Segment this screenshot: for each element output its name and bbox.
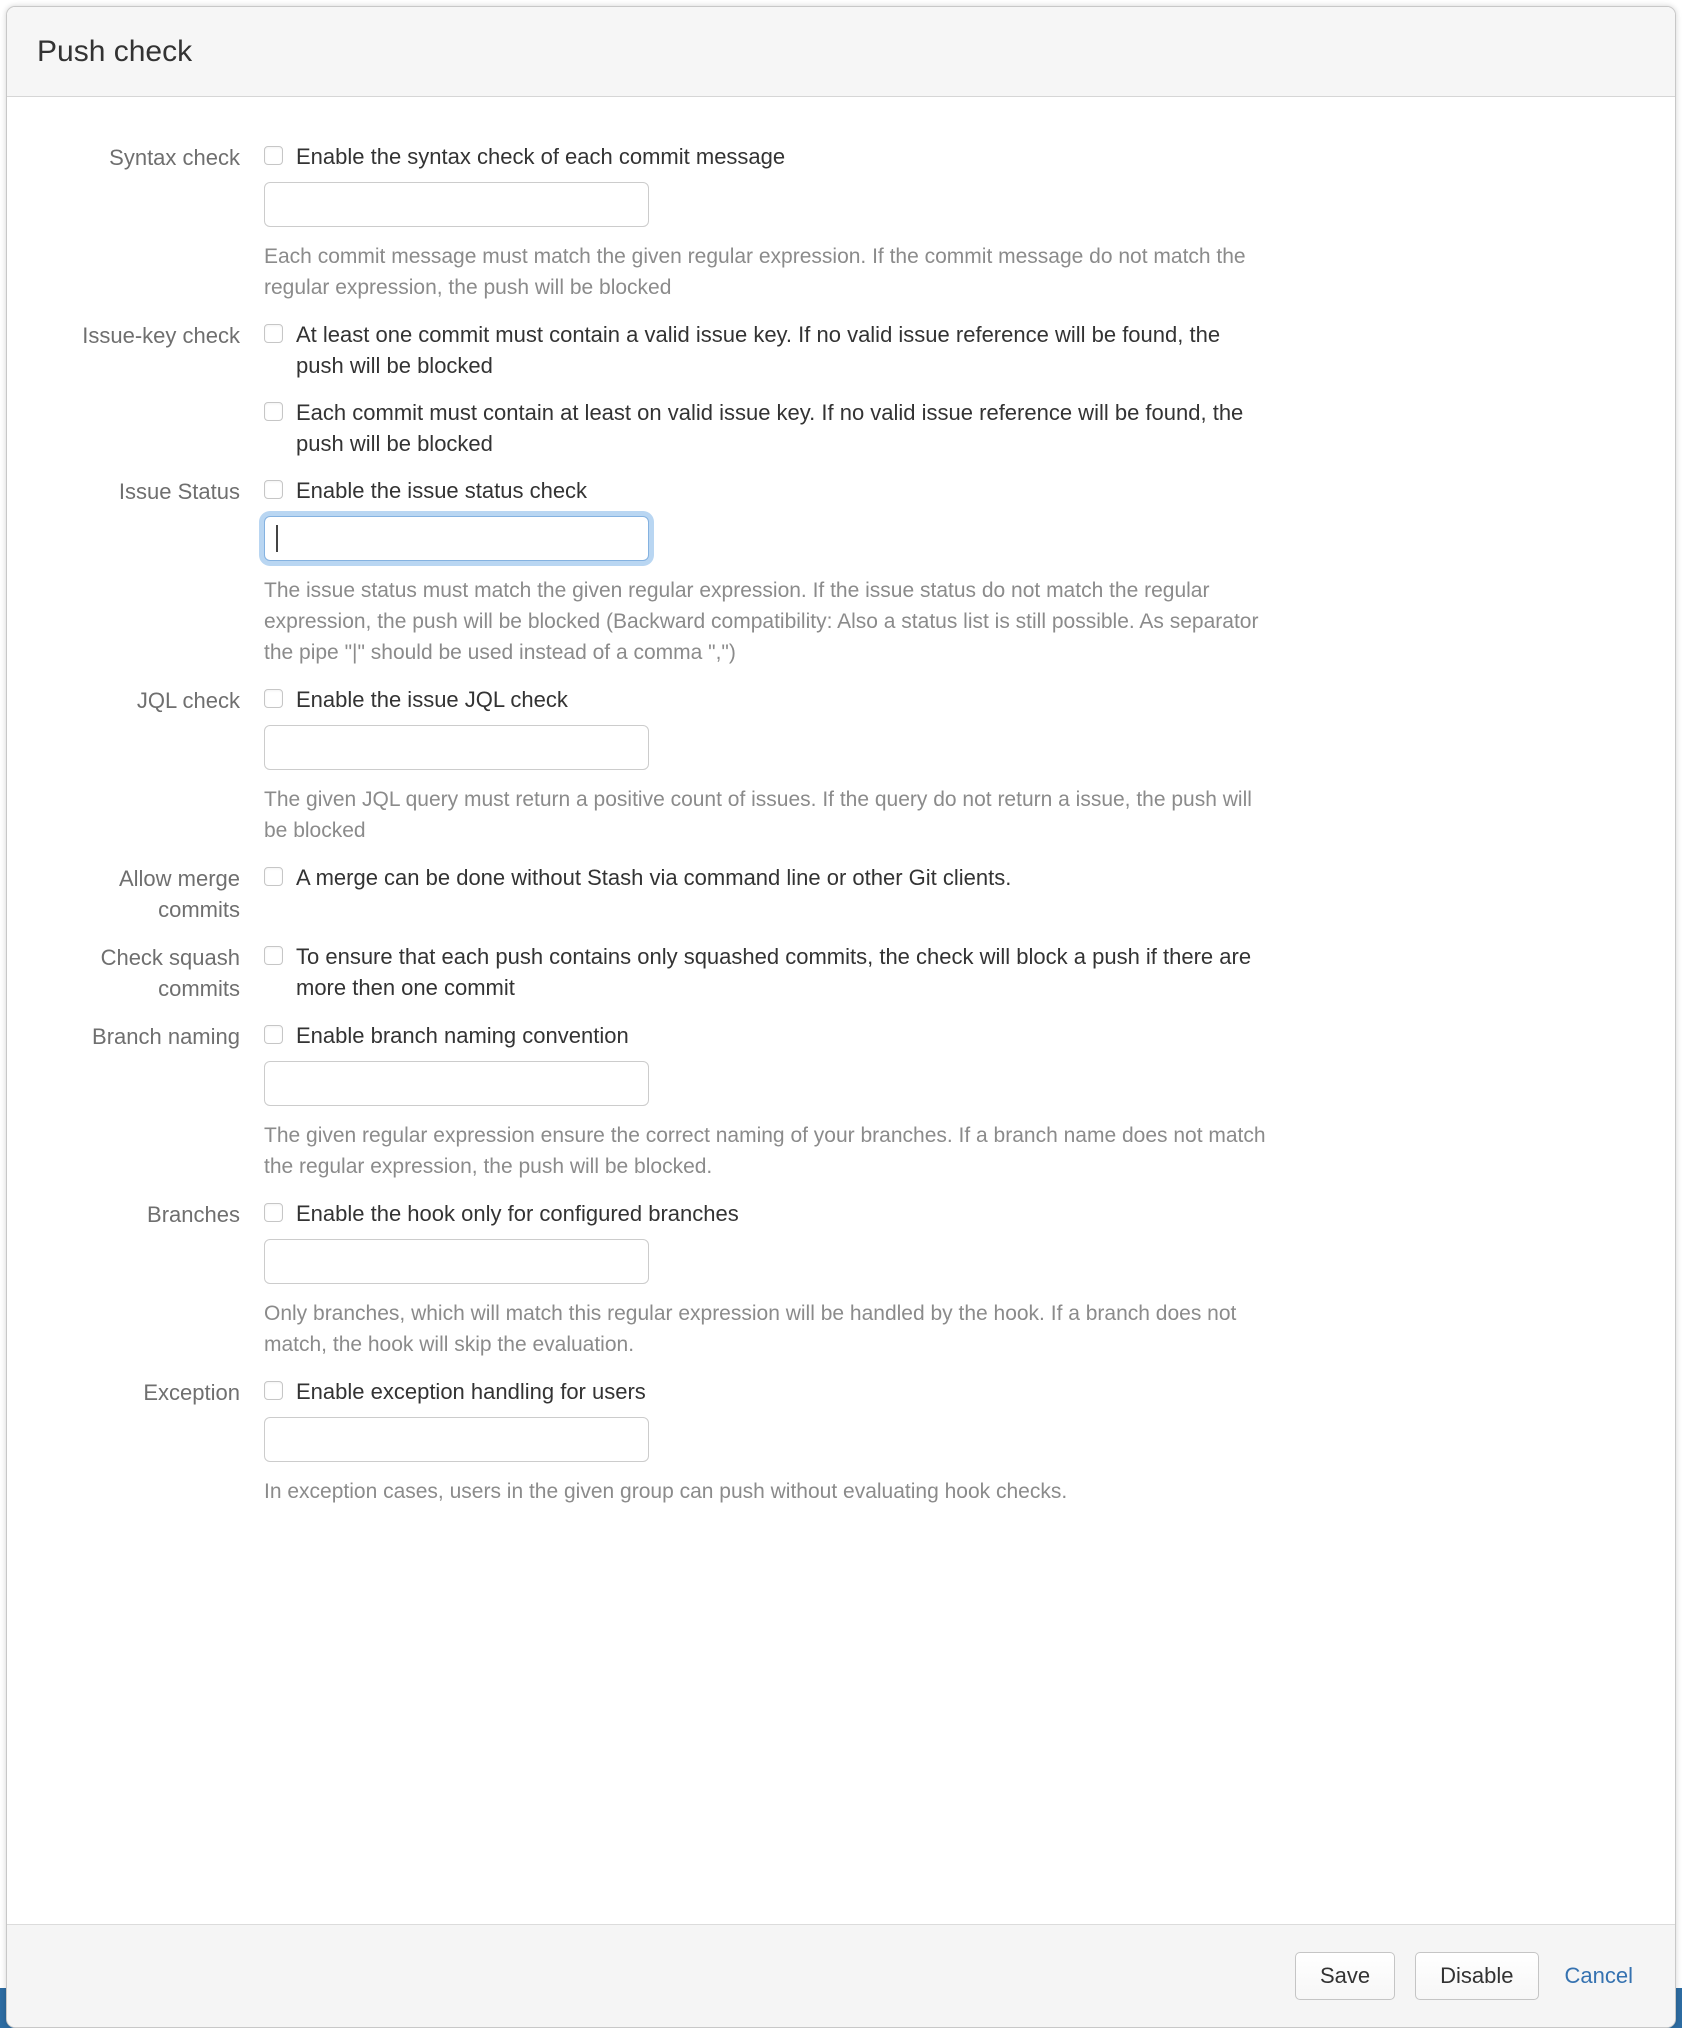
branches-description: Only branches, which will match this regular expression will be handled by the hook. If a branch does not match, the hook will skip the evaluation. — [264, 1302, 1237, 1356]
field-label-allow-merge-commits: Allow merge commits — [118, 866, 240, 922]
text-cursor — [276, 525, 278, 552]
jql-query-input[interactable] — [264, 725, 649, 770]
field-label-issue-status: Issue Status — [118, 479, 240, 504]
field-label-syntax-check: Syntax check — [109, 145, 240, 170]
branch-naming-checkbox-label[interactable]: Enable branch naming convention — [296, 1023, 629, 1048]
push-check-dialog — [6, 6, 1676, 2028]
syntax-regex-input[interactable] — [264, 182, 649, 227]
issue-status-description: The issue status must match the given regular expression. If the issue status do not match the regular expression, the push will be blocked (Backward compatibility: Also a status list is still possible. As separator the pipe "|" should be used instead of a comma ",") — [264, 579, 1259, 664]
form-row-syntax-check — [7, 141, 1675, 303]
branches-content — [264, 1198, 1675, 1360]
form-row-branch-naming — [7, 1020, 1675, 1182]
branch-naming-content — [264, 1020, 1675, 1182]
issue-status-checkbox[interactable] — [264, 480, 283, 499]
form-row-branches — [7, 1198, 1675, 1360]
branches-check-line — [264, 1198, 1675, 1229]
issue-status-content — [264, 475, 1675, 668]
cancel-link[interactable]: Cancel — [1564, 1963, 1633, 1988]
issue-key-each-commit-checkbox[interactable] — [264, 402, 283, 421]
issue-key-check-line-2 — [264, 397, 1675, 459]
field-label-issue-key-check: Issue-key check — [82, 323, 240, 348]
issue-status-checkbox-label[interactable]: Enable the issue status check — [296, 478, 588, 503]
branch-naming-checkbox[interactable] — [264, 1025, 283, 1044]
allow-merge-commits-checkbox[interactable] — [264, 867, 283, 886]
field-label-exception: Exception — [143, 1380, 240, 1405]
disable-button[interactable]: Disable — [1415, 1952, 1538, 2000]
allow-merge-commits-checkbox-label[interactable]: A merge can be done without Stash via command line or other Git clients. — [296, 865, 1012, 890]
branch-naming-description: The given regular expression ensure the correct naming of your branches. If a branch name does not match the regular expression, the push will be blocked. — [264, 1124, 1266, 1178]
form-row-issue-status — [7, 475, 1675, 668]
exception-checkbox-label[interactable]: Enable exception handling for users — [296, 1379, 646, 1404]
branches-checkbox[interactable] — [264, 1203, 283, 1222]
branches-regex-input[interactable] — [264, 1239, 649, 1284]
jql-check-content — [264, 684, 1675, 846]
branch-naming-regex-input[interactable] — [264, 1061, 649, 1106]
dialog-header — [7, 7, 1675, 97]
branches-checkbox-label[interactable]: Enable the hook only for configured branches — [296, 1201, 739, 1226]
field-label-branch-naming: Branch naming — [92, 1024, 240, 1049]
form-row-check-squash-commits — [7, 941, 1675, 1004]
form-row-allow-merge-commits — [7, 862, 1675, 925]
exception-group-input[interactable] — [264, 1417, 649, 1462]
issue-status-check-line — [264, 475, 1675, 506]
field-label-check-squash-commits: Check squash commits — [100, 945, 240, 1001]
issue-key-check-line-1 — [264, 319, 1675, 381]
syntax-check-description: Each commit message must match the given regular expression. If the commit message do not match the regular expression, the push will be blocked — [264, 245, 1246, 299]
issue-status-regex-input-wrapper — [264, 516, 649, 561]
syntax-check-content — [264, 141, 1675, 303]
form-row-jql-check — [7, 684, 1675, 846]
syntax-check-checkbox-label[interactable]: Enable the syntax check of each commit message — [296, 144, 786, 169]
allow-merge-check-line — [264, 862, 1675, 893]
dialog-title: Push check — [37, 34, 193, 68]
check-squash-commits-checkbox[interactable] — [264, 946, 283, 965]
field-label-branches: Branches — [147, 1202, 240, 1227]
issue-key-one-commit-checkbox-label[interactable]: At least one commit must contain a valid issue key. If no valid issue reference will be found, the push will be blocked — [296, 322, 1221, 378]
dialog-footer — [7, 1924, 1675, 2027]
issue-key-each-commit-checkbox-label[interactable]: Each commit must contain at least on valid issue key. If no valid issue reference will be found, the push will be blocked — [296, 400, 1244, 456]
allow-merge-content — [264, 862, 1675, 925]
issue-key-content — [264, 319, 1675, 459]
exception-check-line — [264, 1376, 1675, 1407]
check-squash-check-line — [264, 941, 1675, 1003]
jql-check-checkbox[interactable] — [264, 689, 283, 708]
exception-content — [264, 1376, 1675, 1507]
form-row-exception — [7, 1376, 1675, 1507]
jql-check-description: The given JQL query must return a positive count of issues. If the query do not return a issue, the push will be blocked — [264, 788, 1252, 842]
branch-naming-check-line — [264, 1020, 1675, 1051]
exception-checkbox[interactable] — [264, 1381, 283, 1400]
check-squash-content — [264, 941, 1675, 1004]
jql-check-check-line — [264, 684, 1675, 715]
exception-description: In exception cases, users in the given group can push without evaluating hook checks. — [264, 1480, 1068, 1503]
syntax-check-checkbox[interactable] — [264, 146, 283, 165]
dialog-body — [7, 97, 1675, 1924]
issue-status-regex-input[interactable] — [264, 516, 649, 561]
issue-key-one-commit-checkbox[interactable] — [264, 324, 283, 343]
save-button[interactable]: Save — [1295, 1952, 1395, 2000]
field-label-jql-check: JQL check — [136, 688, 240, 713]
check-squash-commits-checkbox-label[interactable]: To ensure that each push contains only squashed commits, the check will block a push if there are more then one commit — [296, 944, 1252, 1000]
form-row-issue-key-check — [7, 319, 1675, 459]
syntax-check-check-line — [264, 141, 1675, 172]
jql-check-checkbox-label[interactable]: Enable the issue JQL check — [296, 687, 568, 712]
